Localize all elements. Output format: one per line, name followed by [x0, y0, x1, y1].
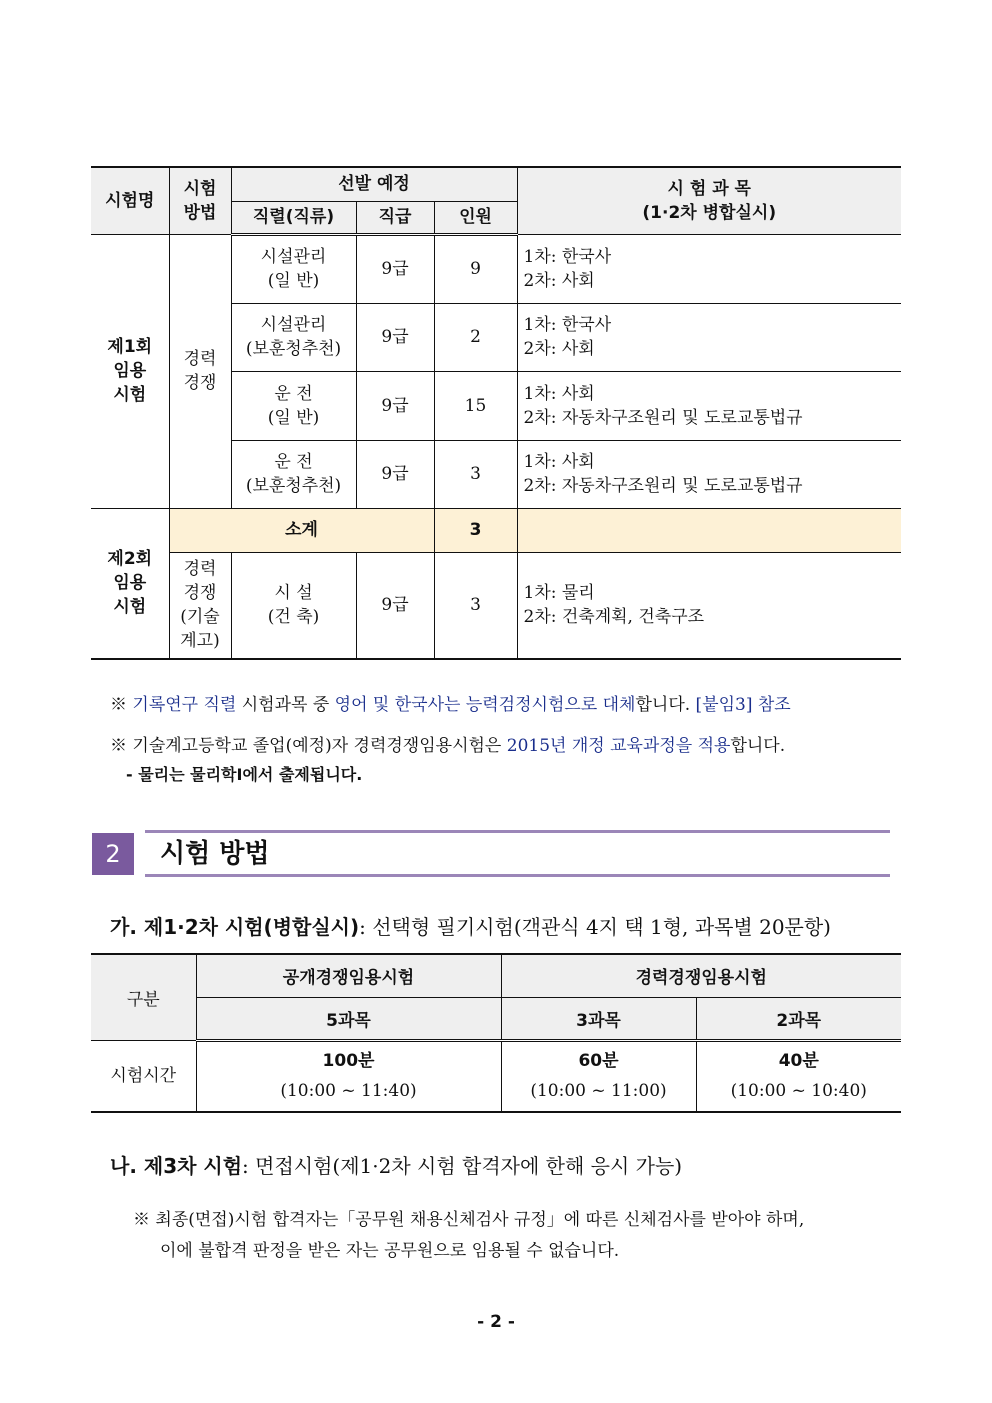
note-physical-exam: ※ 최종(면접)시험 합격자는「공무원 채용신체검사 규정」에 따른 신체검사를 받아야 하며,: [133, 1210, 805, 1230]
header-subjects: 시 험 과 목 (1·2차 병합실시): [517, 167, 901, 234]
subtotal-empty: [517, 508, 901, 552]
table-row: [91, 1040, 901, 1112]
position-cell: 운 전 (보훈청추천): [231, 440, 356, 508]
section-number-badge: 2: [92, 833, 134, 875]
subtotal-label: 소계: [169, 508, 434, 552]
header-career-subjects-3: 3과목: [501, 997, 696, 1040]
section-divider-top: [145, 830, 890, 833]
header-count: 인원: [434, 201, 517, 234]
time-cell-open: 100분 (10:00 ~ 11:40): [196, 1040, 501, 1112]
subjects-cell: 1차: 물리 2차: 건축계획, 건축구조: [517, 552, 901, 659]
round1-name: 제1회 임용 시험: [91, 234, 169, 508]
subjects-cell: 1차: 사회 2차: 자동차구조원리 및 도로교통법규: [517, 440, 901, 508]
header-open-subjects: 5과목: [196, 997, 501, 1040]
header-exam-method: 시험 방법: [169, 167, 231, 234]
position-cell: 시설관리 (보훈청추천): [231, 303, 356, 371]
exam-time-table: [91, 953, 901, 1113]
subjects-cell: 1차: 한국사 2차: 사회: [517, 303, 901, 371]
position-cell: 운 전 (일 반): [231, 371, 356, 440]
count-cell: 3: [434, 552, 517, 659]
row-label-exam-time: 시험시간: [91, 1040, 196, 1112]
grade-cell: 9급: [356, 234, 434, 303]
round1-method: 경력 경쟁: [169, 234, 231, 508]
grade-cell: 9급: [356, 303, 434, 371]
header-category: 구분: [91, 954, 196, 1040]
section-title: 시험 방법: [160, 839, 270, 869]
position-cell: 시설관리 (일 반): [231, 234, 356, 303]
count-cell: 3: [434, 440, 517, 508]
grade-cell: 9급: [356, 552, 434, 659]
count-cell: 2: [434, 303, 517, 371]
count-cell: 15: [434, 371, 517, 440]
section-divider-bottom: [145, 874, 890, 877]
round2-method: 경력 경쟁 (기술 계고): [169, 552, 231, 659]
header-open-competition: 공개경쟁임용시험: [196, 954, 501, 997]
page-number: - 2 -: [477, 1312, 515, 1332]
header-selection: 선발 예정: [231, 167, 517, 201]
table-row: [91, 234, 901, 303]
note-curriculum: ※ 기술계고등학교 졸업(예정)자 경력경쟁임용시험은 2015년 개정 교육과정을 적용합니다.: [110, 736, 786, 756]
subsection-b: 나. 제3차 시험: 면접시험(제1·2차 시험 합격자에 한해 응시 가능): [110, 1154, 683, 1178]
note-physical-exam-line2: 이에 불합격 판정을 받은 자는 공무원으로 임용될 수 없습니다.: [160, 1241, 620, 1261]
subjects-cell: 1차: 사회 2차: 자동차구조원리 및 도로교통법규: [517, 371, 901, 440]
header-grade: 직급: [356, 201, 434, 234]
time-cell-career-2: 40분 (10:00 ~ 10:40): [696, 1040, 901, 1112]
subjects-cell: 1차: 한국사 2차: 사회: [517, 234, 901, 303]
position-cell: 시 설 (건 축): [231, 552, 356, 659]
round2-name: 제2회 임용 시험: [91, 508, 169, 659]
subtotal-row: [91, 508, 901, 552]
header-position: 직렬(직류): [231, 201, 356, 234]
note-records-subjects: ※ 기록연구 직렬 시험과목 중 영어 및 한국사는 능력검정시험으로 대체합니다. [붙임3] 참조: [110, 695, 791, 715]
count-cell: 9: [434, 234, 517, 303]
time-cell-career-3: 60분 (10:00 ~ 11:00): [501, 1040, 696, 1112]
table-row: [91, 552, 901, 659]
subsection-a: 가. 제1·2차 시험(병합실시): 선택형 필기시험(객관식 4지 택 1형, 과목별 20문항): [110, 915, 831, 939]
header-career-subjects-2: 2과목: [696, 997, 901, 1040]
header-career-competition: 경력경쟁임용시험: [501, 954, 901, 997]
subtotal-count: 3: [434, 508, 517, 552]
grade-cell: 9급: [356, 440, 434, 508]
header-exam-name: 시험명: [91, 167, 169, 234]
recruitment-table: [91, 166, 901, 660]
grade-cell: 9급: [356, 371, 434, 440]
note-physics: - 물리는 물리학Ⅰ에서 출제됩니다.: [126, 765, 363, 784]
